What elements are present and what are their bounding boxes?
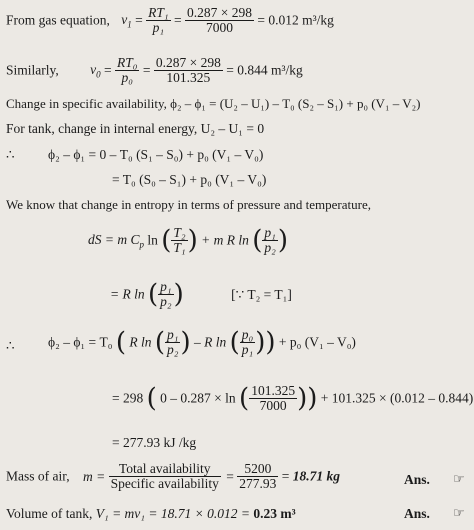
answer-label-2: Ans. [404,506,430,521]
volume-result: 0.23 m³ [253,506,296,521]
mass-of-air-line: Mass of air, m = $\frac{\text{Total availability}}{\text{Specific availability}}$ = $\frac{5200}{277.93}$ = 18.71 kg [6,461,341,492]
pointing-hand-icon: ☞ [453,472,465,487]
phi-difference-line-1: ϕ₂ – ϕ₁ = 0 – T₀ (S₁ – S₀) + p₀ (V₁ – V₀) [48,147,264,162]
phi-difference-line-2: = T₀ (S₀ – S₁) + p₀ (V₁ – V₀) [112,172,267,187]
gas-equation-line: From gas equation, $v_1$ = $\frac{\text{RT₁}}{\text{p₁}}$ = $\frac{0.287 \times 298}{7000}$ = 0.012 m³/kg [6,5,334,36]
volume-of-tank-line: Volume of tank, V₁ = mv₁ = 18.71 × 0.012 = 0.23 m³ [6,506,296,521]
tank-change-line: For tank, change in internal energy, U₂ – U₁ = 0 [6,121,265,136]
rt0-over-p0: $\frac{\text{RT₀}}{\text{p₀}}$ [117,55,138,86]
v0-symbol: $v_0$ [90,61,101,80]
answer-label-1: Ans. [404,472,430,487]
mass-result: 18.71 kg [292,468,341,484]
because-note: [∵ T₂ = T₁] [231,286,292,302]
similarly-result: = 0.844 m³/kg [226,62,303,78]
entropy-intro-text: We know that change in entropy in terms of pressure and temperature, [6,197,371,212]
phi-ln-equation: ϕ₂ – ϕ₁ = T₀ ( R ln ( $\frac{\text{p₁}}{\text{p₂}}$ ) – R ln ( $\frac{\text{p₀}}{\text{p₁}}$ )) + p₀ (V₁ – V₀) [48,327,356,358]
gas-label: From gas equation, [6,12,110,28]
gas-result: = 0.012 m³/kg [257,12,334,28]
specific-availability-result: = 277.93 kJ /kg [112,435,197,450]
therefore-symbol-1: ∴ [6,147,15,162]
similarly-line: Similarly, $v_0$ = $\frac{\text{RT₀}}{\text{p₀}}$ = $\frac{0.287 \times 298}{101.325}$ = 0.844 m³/kg [6,55,303,86]
r-ln-line: = R ln ( $\frac{\text{p₁}}{\text{p₂}}$ ) [∵ T₂ = T₁] [110,279,292,310]
availability-change-line: Change in specific availability, ϕ₂ – ϕ₁ = (U₂ – U₁) – T₀ (S₂ – S₁) + p₀ (V₁ – V₂) [6,96,421,111]
similarly-numeric-fraction: $\frac{0.287 \times 298}{101.325}$ [155,55,221,86]
v1-symbol: $v_1$ [121,11,132,30]
pointing-hand-icon: ☞ [453,506,465,521]
ds-equation: dS = m $C_p$ ln ( $\frac{\text{T₂}}{\text{T₁}}$ ) + m R ln ( $\frac{\text{p₁}}{\text{p₂}}$ ) [88,225,289,256]
therefore-symbol-2: ∴ [6,338,15,353]
gas-numeric-fraction: $\frac{0.287 \times 298}{7000}$ [186,5,252,36]
rt1-over-p1: $\frac{\text{RT₁}}{\text{p₁}}$ [148,5,169,36]
similarly-label: Similarly, [6,62,59,78]
numeric-substitution: = 298 ( 0 – 0.287 × ln ( $\frac{101.325}{7000}$ )) + 101.325 × (0.012 – 0.844) [112,383,474,414]
